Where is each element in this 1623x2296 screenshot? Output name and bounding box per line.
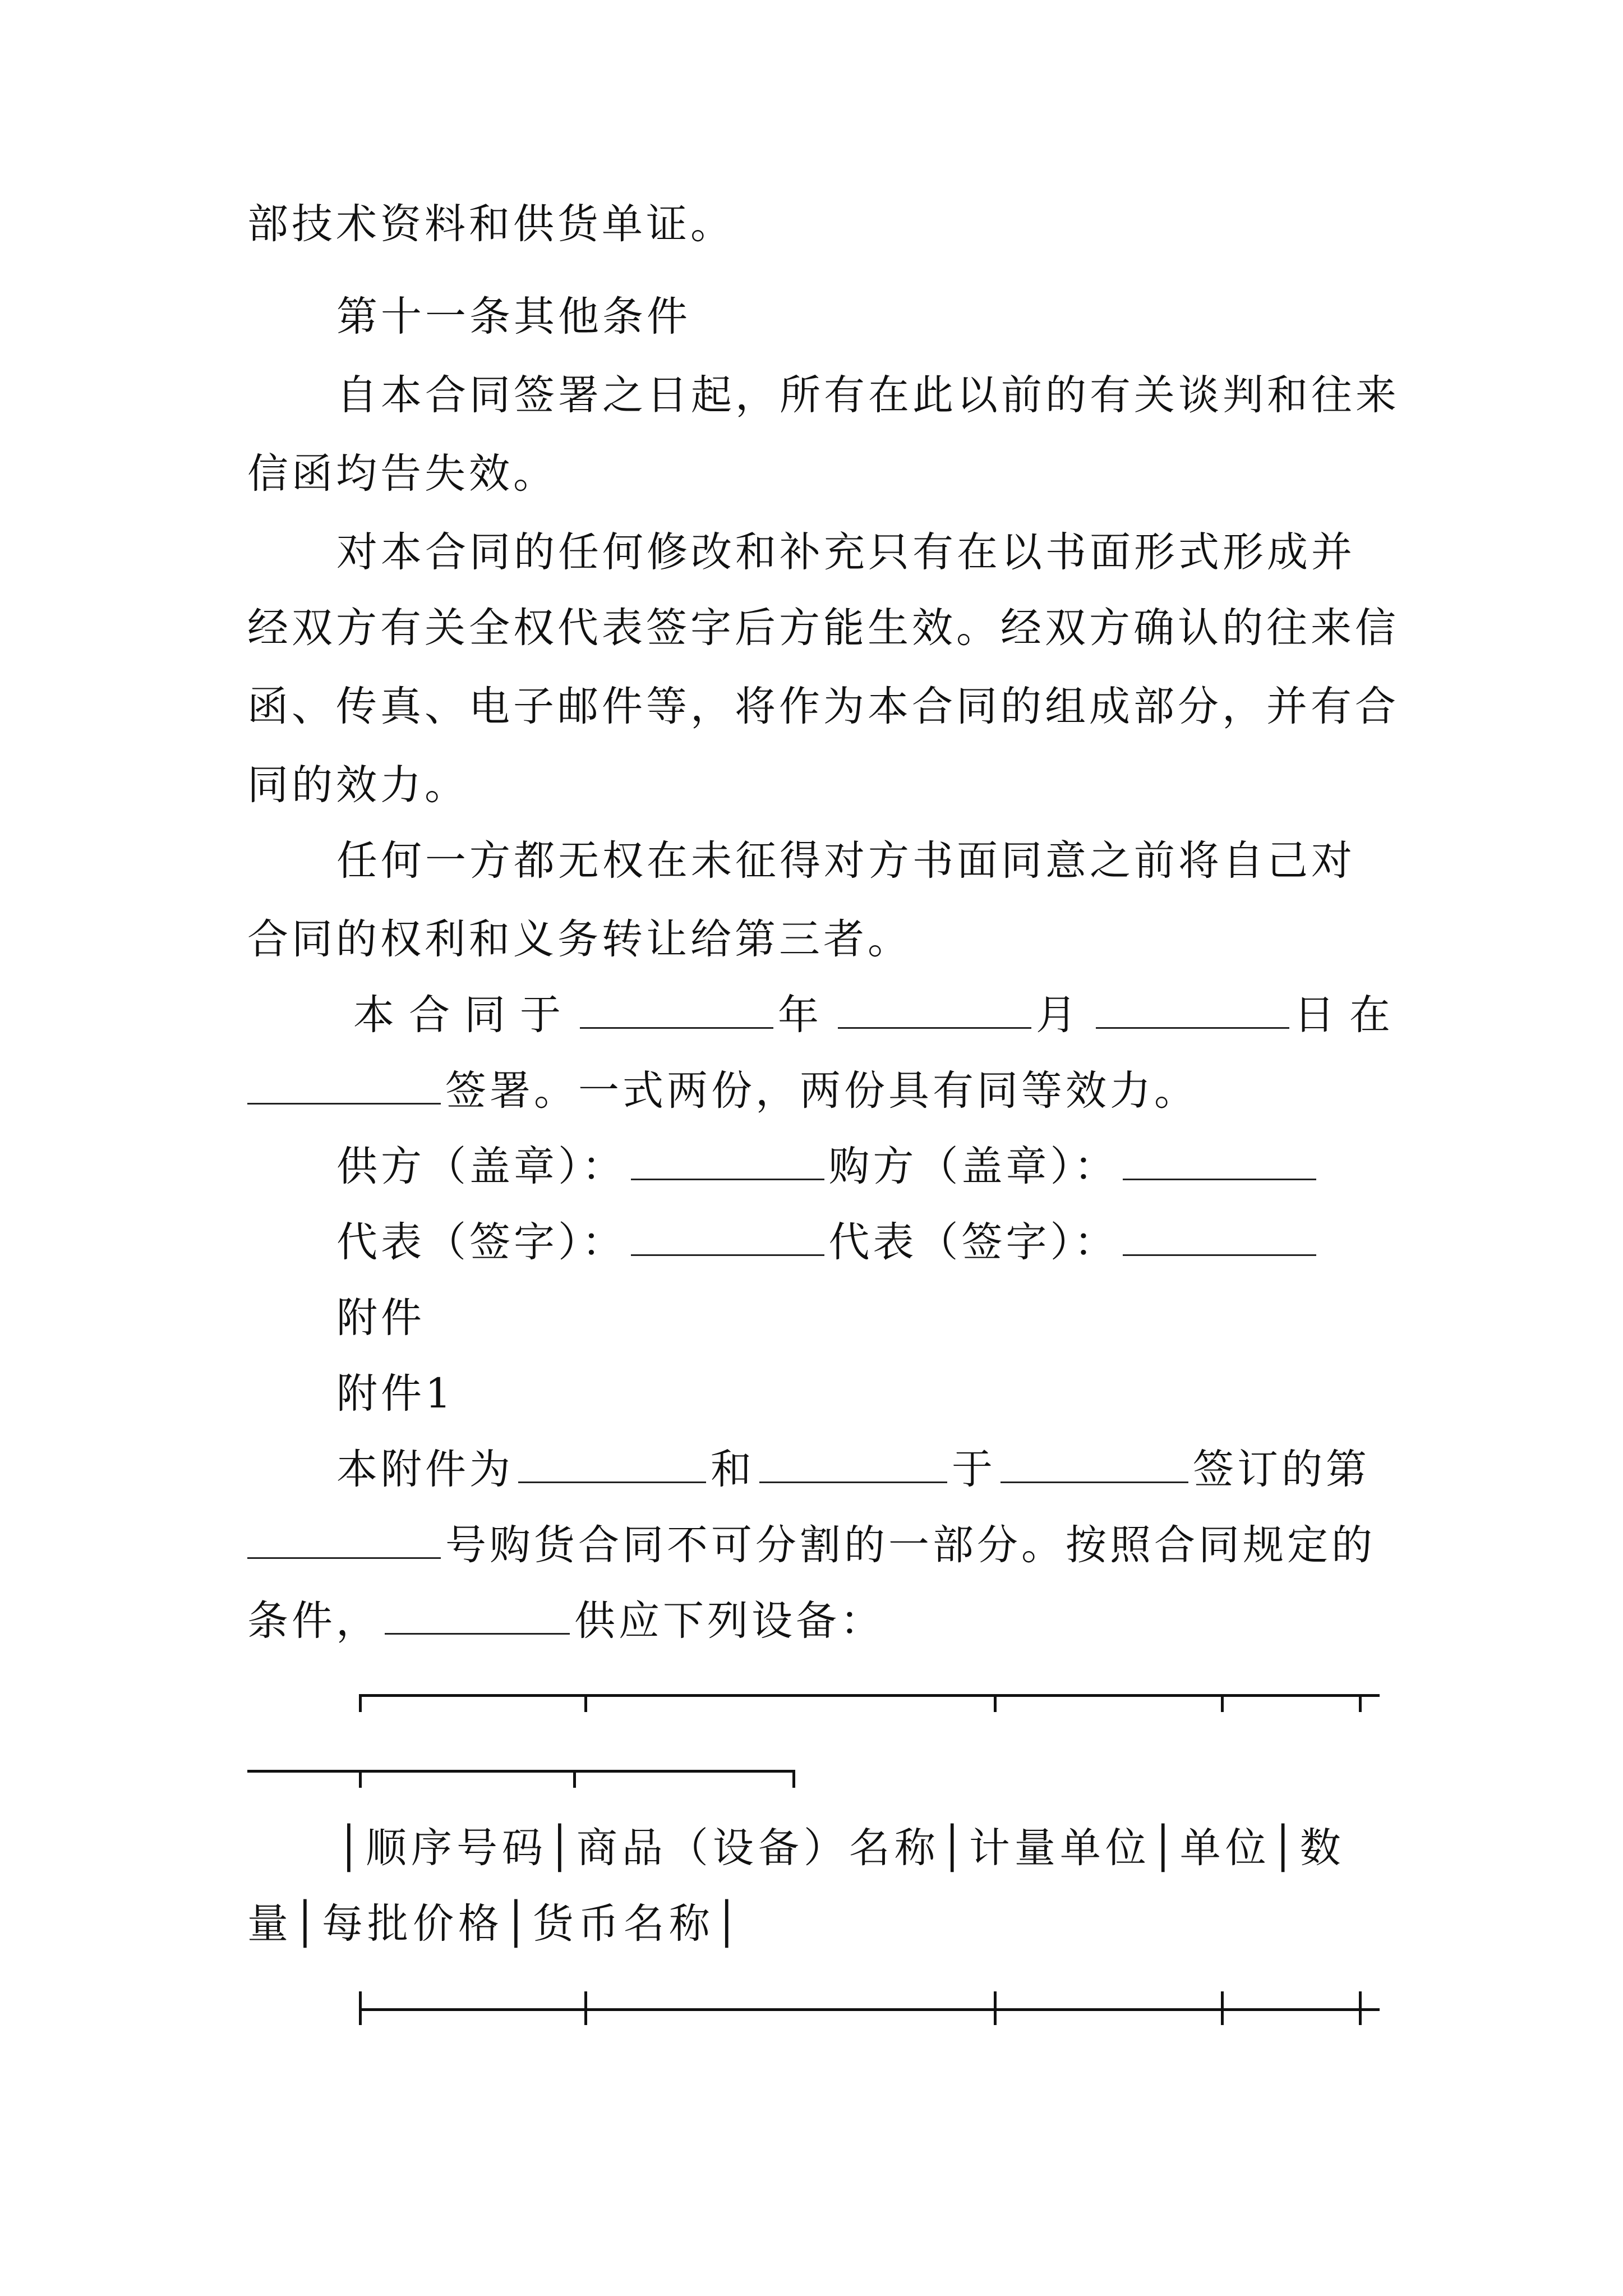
supplier-rep-blank [631,1222,824,1256]
signature-row [336,1142,1321,1192]
text-line: 合同的权利和义务转让给第三者。 [247,915,912,963]
supplier-rep-label: 代表（签字）： [336,1218,626,1266]
attachment-subtitle: 附件1 [336,1370,455,1418]
year-label: 年 [778,991,833,1039]
place-blank [247,1070,441,1105]
attach-text-g: 供应下列设备： [574,1597,884,1645]
party-a-blank [518,1449,706,1483]
month-blank [838,995,1031,1029]
attachment-text [243,1520,1376,1571]
attachment-text [336,1444,1370,1495]
date-blank [1000,1449,1188,1483]
text-line: 部技术资料和供货单证。 [247,200,735,248]
attach-text-c: 于 [952,1446,996,1493]
signing-text-b: 签署。一式两份，两份具有同等效力。 [445,1067,1198,1115]
table-header-row: 量│每批价格│货币名称│ [247,1900,744,1948]
buyer-seal-blank [1123,1146,1316,1180]
attach-text-b: 和 [711,1446,755,1493]
signing-text-a: 本合同于 [353,991,575,1039]
supplier-blank [385,1600,570,1635]
text-line: 函、传真、电子邮件等，将作为本合同的组成部分，并有合 [247,683,1399,730]
day-at-label: 日在 [1294,991,1405,1039]
attachment-title: 附件 [336,1294,425,1342]
attach-text-a: 本附件为 [336,1446,514,1493]
supplier-seal-label: 供方（盖章）： [336,1143,626,1190]
section-heading: 第十一条其他条件 [336,293,691,341]
text-line: 对本合同的任何修改和补充只有在以书面形式形成并 [336,528,1355,576]
signing-date-line [353,990,1405,1041]
buyer-seal-label: 购方（盖章）： [828,1143,1118,1190]
year-blank [580,995,773,1029]
supplier-seal-blank [631,1146,824,1180]
month-label: 月 [1036,991,1091,1039]
text-line: 同的效力。 [247,761,469,809]
attach-text-f: 条件， [247,1597,380,1645]
buyer-rep-label: 代表（签字）： [828,1218,1118,1266]
day-blank [1096,995,1289,1029]
signing-place-line [243,1066,1198,1116]
buyer-rep-blank [1123,1222,1316,1256]
contract-number-blank [247,1525,441,1559]
attachment-text [247,1596,884,1646]
text-line: 信函均告失效。 [247,450,557,498]
attach-text-e: 号购货合同不可分割的一部分。按照合同规定的 [445,1521,1376,1569]
party-b-blank [759,1449,947,1483]
text-line: 经双方有关全权代表签字后方能生效。经双方确认的往来信 [247,604,1399,652]
attach-text-d: 签订的第 [1193,1446,1370,1493]
signature-row [336,1217,1321,1268]
text-line: 自本合同签署之日起，所有在此以前的有关谈判和往来 [336,371,1400,419]
table-header-row: │顺序号码│商品（设备）名称│计量单位│单位│数 [336,1824,1345,1872]
text-line: 任何一方都无权在未征得对方书面同意之前将自己对 [336,837,1355,885]
